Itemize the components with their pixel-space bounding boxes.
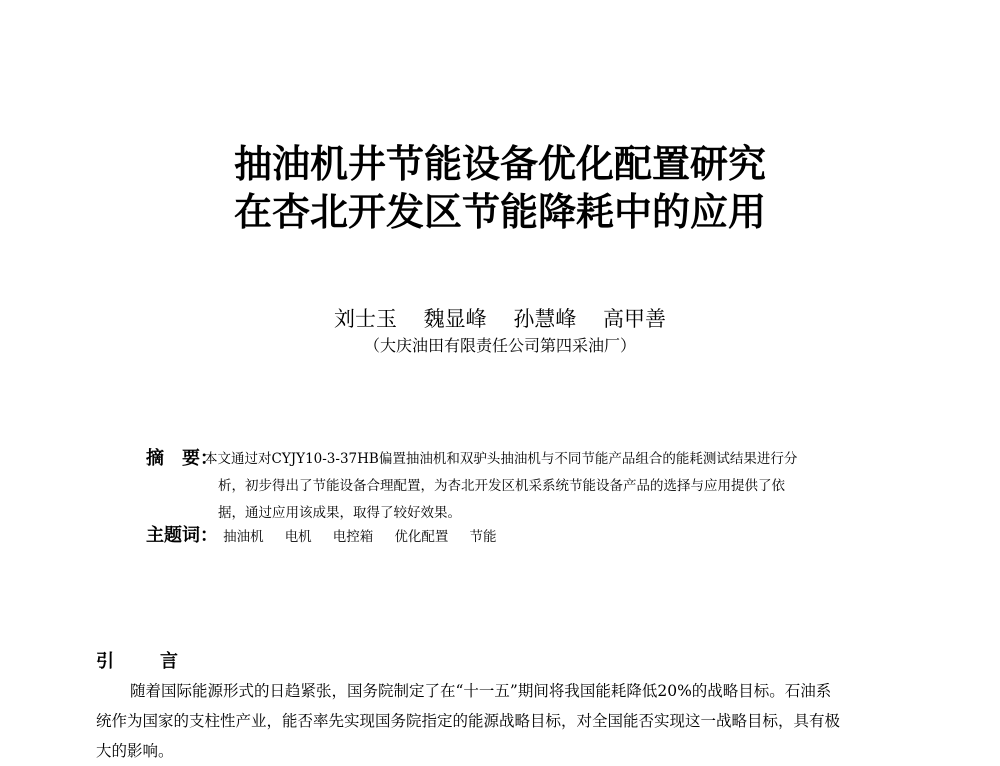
keyword: 电控箱 (332, 529, 374, 545)
title-line-2: 在杏北开发区节能降耗中的应用 (233, 190, 766, 234)
paragraph-line-1: 随着国际能源形式的日趋紧张，国务院制定了在“十一五”期间将我国能耗降低20%的战略目标。石油系 (130, 682, 832, 700)
abstract-block (146, 446, 876, 527)
author-name: 魏显峰 (423, 307, 487, 331)
abstract-line-2: 析，初步得出了节能设备合理配置，为杏北开发区机采系统节能设备产品的选择与应用提供了依 (218, 478, 785, 494)
author-name: 高甲善 (603, 307, 667, 331)
author-name: 刘士玉 (333, 307, 397, 331)
keyword: 优化配置 (394, 529, 449, 545)
abstract-line-1: 本文通过对CYJY10-3-37HB偏置抽油机和双驴头抽油机与不同节能产品组合的能耗测试结果进行分 (204, 451, 798, 467)
author-list (0, 306, 1000, 332)
section-heading-introduction: 引 言 (96, 651, 192, 672)
author-name: 孙慧峰 (513, 307, 577, 331)
keyword: 抽油机 (223, 529, 264, 545)
title-line-1: 抽油机井节能设备优化配置研究 (233, 142, 766, 186)
keyword: 电机 (284, 529, 312, 545)
keywords-block (146, 523, 512, 549)
keyword: 节能 (469, 529, 497, 545)
paragraph-line-2: 统作为国家的支柱性产业，能否率先实现国务院指定的能源战略目标，对全国能否实现这一战略目标，具有极 (96, 712, 841, 730)
keywords-label: 主题词： (146, 525, 218, 546)
introduction-paragraph (96, 676, 916, 766)
abstract-line-3: 据，通过应用该成果，取得了较好效果。 (218, 505, 461, 521)
paper-title (0, 140, 1000, 236)
paragraph-line-3: 大的影响。 (96, 742, 174, 760)
abstract-label: 摘 要： (146, 448, 218, 469)
author-affiliation: （大庆油田有限责任公司第四采油厂） (363, 336, 636, 355)
